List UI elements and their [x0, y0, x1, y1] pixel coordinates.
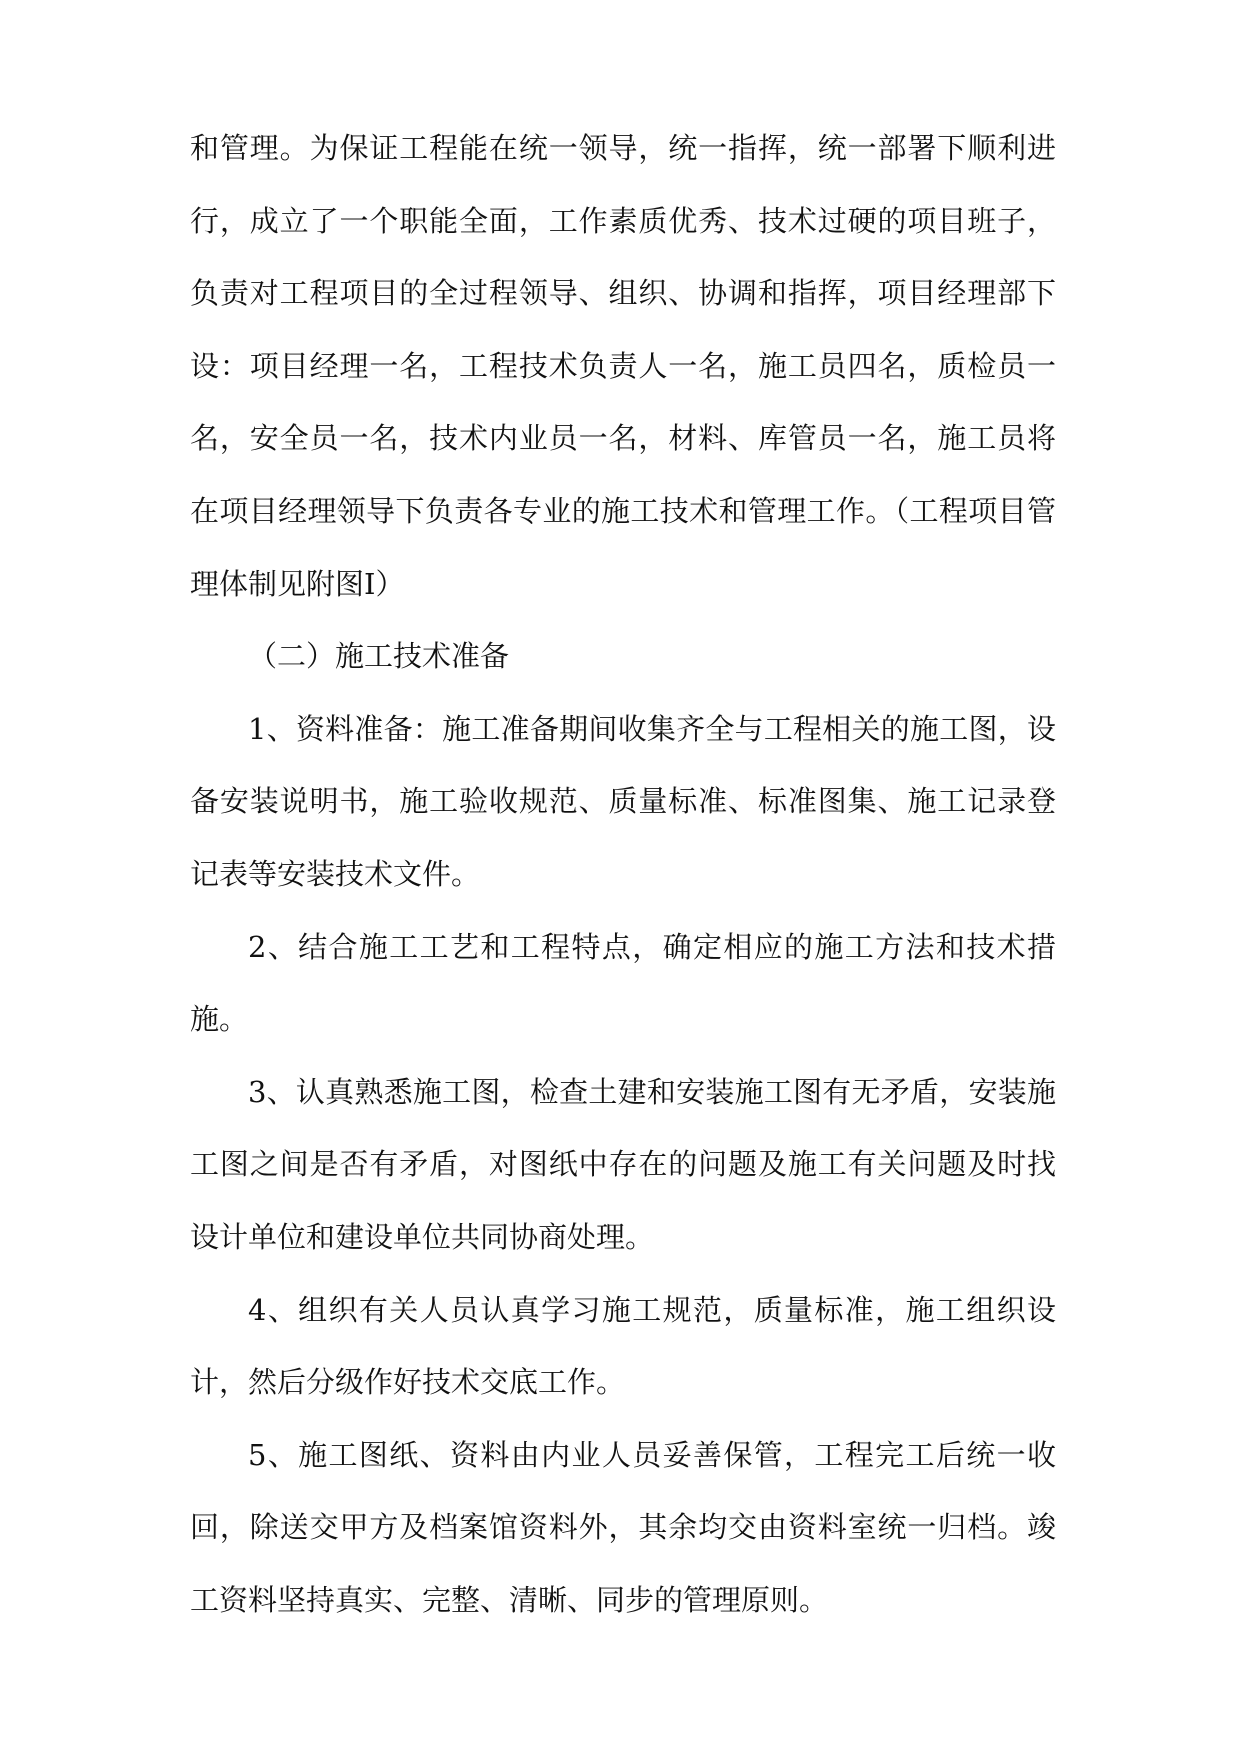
list-item: 1、资料准备：施工准备期间收集齐全与工程相关的施工图，设备安装说明书，施工验收规范、质量标准、标准图集、施工记录登记表等安装技术文件。 [190, 711, 1056, 891]
list-item: 2、结合施工工艺和工程特点，确定相应的施工方法和技术措施。 [190, 929, 1056, 1037]
section-heading: （二）施工技术准备 [248, 639, 510, 674]
list-item: 3、认真熟悉施工图，检查土建和安装施工图有无矛盾，安装施工图之间是否有矛盾，对图纸中存在的问题及施工有关问题及时找设计单位和建设单位共同协商处理。 [190, 1074, 1056, 1254]
list-item: 4、组织有关人员认真学习施工规范，质量标准，施工组织设计，然后分级作好技术交底工作。 [190, 1292, 1056, 1400]
list-item: 5、施工图纸、资料由内业人员妥善保管，工程完工后统一收回，除送交甲方及档案馆资料外，其余均交由资料室统一归档。竣工资料坚持真实、完整、清晰、同步的管理原则。 [190, 1437, 1056, 1617]
intro-paragraph: 和管理。为保证工程能在统一领导，统一指挥，统一部署下顺利进行，成立了一个职能全面，工作素质优秀、技术过硬的项目班子，负责对工程项目的全过程领导、组织、协调和指挥，项目经理部下设：项目经理一名，工程技术负责人一名，施工员四名，质检员一名，安全员一名，技术内业员一名，材料、库管员一名，施工员将在项目经理领导下负责各专业的施工技术和管理工作。（工程项目管理体制见附图I） [190, 131, 1056, 601]
document-body [190, 112, 1056, 1636]
